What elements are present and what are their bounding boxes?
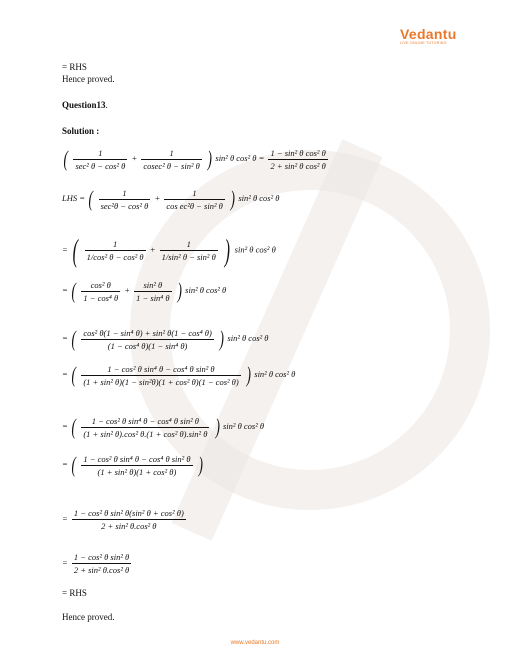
solution-heading: Solution : <box>62 126 100 136</box>
frac-den: 1/sin² θ − sin² θ <box>161 252 216 262</box>
frac-den: 2 + sin² θ.cos² θ <box>101 521 157 531</box>
frac-den: cosec² θ − sin² θ <box>143 160 200 171</box>
equals-sign: = <box>62 513 68 524</box>
frac-den: 2 + sin² θ.cos² θ <box>73 565 130 575</box>
step-line-8: = ( $\frac{\text{1 − cos² θ sin⁴ θ − cos⁴ θ sin² θ}}{\text{(1 + sin² θ)(1 + cos² θ)}}$ ) <box>62 452 203 477</box>
step-line-10 <box>62 552 133 575</box>
frac-num: 1 <box>85 239 146 251</box>
footer-url[interactable]: www.vedantu.com <box>230 640 280 646</box>
step-line-3: = ( $\frac{1}{\text{1/cos² θ − cos² θ}}$ + $\frac{1}{\text{1/sin² θ − sin² θ}}$ ) sin² θ cos² θ <box>62 232 276 268</box>
frac-num: 1 <box>73 148 127 160</box>
frac-num: 1 <box>99 188 151 200</box>
equals-sign: = <box>62 284 68 295</box>
logo-tagline: LIVE ONLINE TUTORING <box>400 41 447 45</box>
frac-den: 1 − sin⁴ θ <box>136 292 170 303</box>
question-dot: . <box>105 100 108 110</box>
frac-num: 1 − sin² θ cos² θ <box>270 147 326 158</box>
frac-num: sin² θ <box>134 280 171 292</box>
step-line-4: = ( $\frac{\text{cos² θ}}{\text{1 − cos⁴ θ}}$ + $\frac{\text{sin² θ}}{\text{1 − sin⁴ θ}}$ ) sin² θ cos² θ <box>62 278 227 303</box>
lhs-label: LHS = <box>62 192 85 203</box>
hence-proved-top: Hence proved. <box>62 74 115 84</box>
hence-proved-bottom: Hence proved. <box>62 612 115 622</box>
equation-tail: sin² θ cos² θ <box>234 244 276 255</box>
equation-tail: sin² θ cos² θ <box>254 368 296 379</box>
equation-middle: sin² θ cos² θ = <box>215 152 265 163</box>
rhs-line-bottom: = RHS <box>62 588 87 598</box>
frac-den: 1/cos² θ − cos² θ <box>86 252 144 262</box>
frac-den: (1 + sin² θ).cos² θ.(1 + cos² θ).sin² θ <box>83 428 208 439</box>
lhs-line: LHS = ( $\frac{1}{\text{sec²θ − cos² θ}}$ + $\frac{1}{\text{cos ec²θ − sin² θ}}$ ) sin² θ cos² θ <box>62 186 280 211</box>
frac-num: cos² θ <box>81 280 120 292</box>
equation-tail: sin² θ cos² θ <box>222 420 265 431</box>
equals-sign: = <box>62 420 68 431</box>
frac-num: 1 − cos² θ sin⁴ θ − cos⁴ θ sin² θ <box>81 416 209 428</box>
frac-num: 1 <box>164 188 224 200</box>
frac-den: 1 − cos⁴ θ <box>83 292 119 303</box>
frac-den: 2 + sin² θ cos² θ <box>270 160 326 171</box>
equation-tail: sin² θ cos² θ <box>238 192 280 203</box>
frac-den: sec² θ − cos² θ <box>75 160 126 171</box>
rhs-line-top: = RHS <box>62 62 87 72</box>
vedantu-logo <box>400 26 470 45</box>
step-line-5: = ( $\frac{\text{cos² θ(1 − sin⁴ θ) + sin² θ(1 − cos⁴ θ)}}{\text{(1 − cos⁴ θ)(1 − sin⁴ θ)}}$ ) sin² θ cos² θ <box>62 326 269 351</box>
frac-num: cos² θ(1 − sin⁴ θ) + sin² θ(1 − cos⁴ θ) <box>83 327 212 338</box>
logo-text: Vedantu <box>400 26 457 42</box>
step-line-6: = ( $\frac{\text{1 − cos² θ sin⁴ θ − cos⁴ θ sin² θ}}{\text{(1 + sin² θ)(1 − sin²θ)(1 + cos² θ)(1 − cos² θ)}}$ ) sin² θ cos² θ <box>62 362 296 387</box>
equals-sign: = <box>62 458 68 469</box>
equals-sign: = <box>62 368 68 379</box>
frac-den: (1 + sin² θ)(1 − sin²θ)(1 + cos² θ)(1 − cos² θ) <box>83 376 239 387</box>
frac-num: 1 <box>160 239 218 251</box>
equals-sign: = <box>62 557 68 568</box>
frac-den: sec²θ − cos² θ <box>100 200 149 211</box>
frac-den: (1 − cos⁴ θ)(1 − sin⁴ θ) <box>107 340 188 351</box>
question-label: Question13 <box>62 100 106 110</box>
frac-den: cos ec²θ − sin² θ <box>166 200 223 211</box>
frac-num: 1 − cos² θ sin⁴ θ − cos⁴ θ sin² θ <box>83 453 191 464</box>
equals-sign: = <box>62 244 68 255</box>
question-heading <box>62 100 108 110</box>
frac-num: 1 − cos² θ sin⁴ θ − cos⁴ θ sin² θ <box>81 364 240 376</box>
equation-tail: sin² θ cos² θ <box>227 332 269 343</box>
frac-num: 1 <box>141 148 201 160</box>
equals-sign: = <box>62 332 68 343</box>
frac-num: 1 − cos² θ sin² θ(sin² θ + cos² θ) <box>73 508 184 518</box>
equation-tail: sin² θ cos² θ <box>185 284 227 295</box>
frac-num: 1 − cos² θ sin² θ <box>73 552 130 562</box>
step-line-9 <box>62 508 188 531</box>
frac-den: (1 + sin² θ)(1 + cos² θ) <box>97 466 177 477</box>
equation-statement: ( $\frac{1}{\text{sec² θ − cos² θ}}$ + $\frac{1}{\text{cosec² θ − sin² θ}}$ ) sin² θ cos² θ = $\frac{\text{1 − sin² θ cos² θ}}{\text{2 + sin² θ cos² θ}}$ <box>63 146 326 171</box>
step-line-7: = ( $\frac{\text{1 − cos² θ sin⁴ θ − cos⁴ θ sin² θ}}{\text{(1 + sin² θ).cos² θ.(1 + cos² θ).sin² θ}}$ ) sin² θ cos² θ <box>62 414 265 439</box>
